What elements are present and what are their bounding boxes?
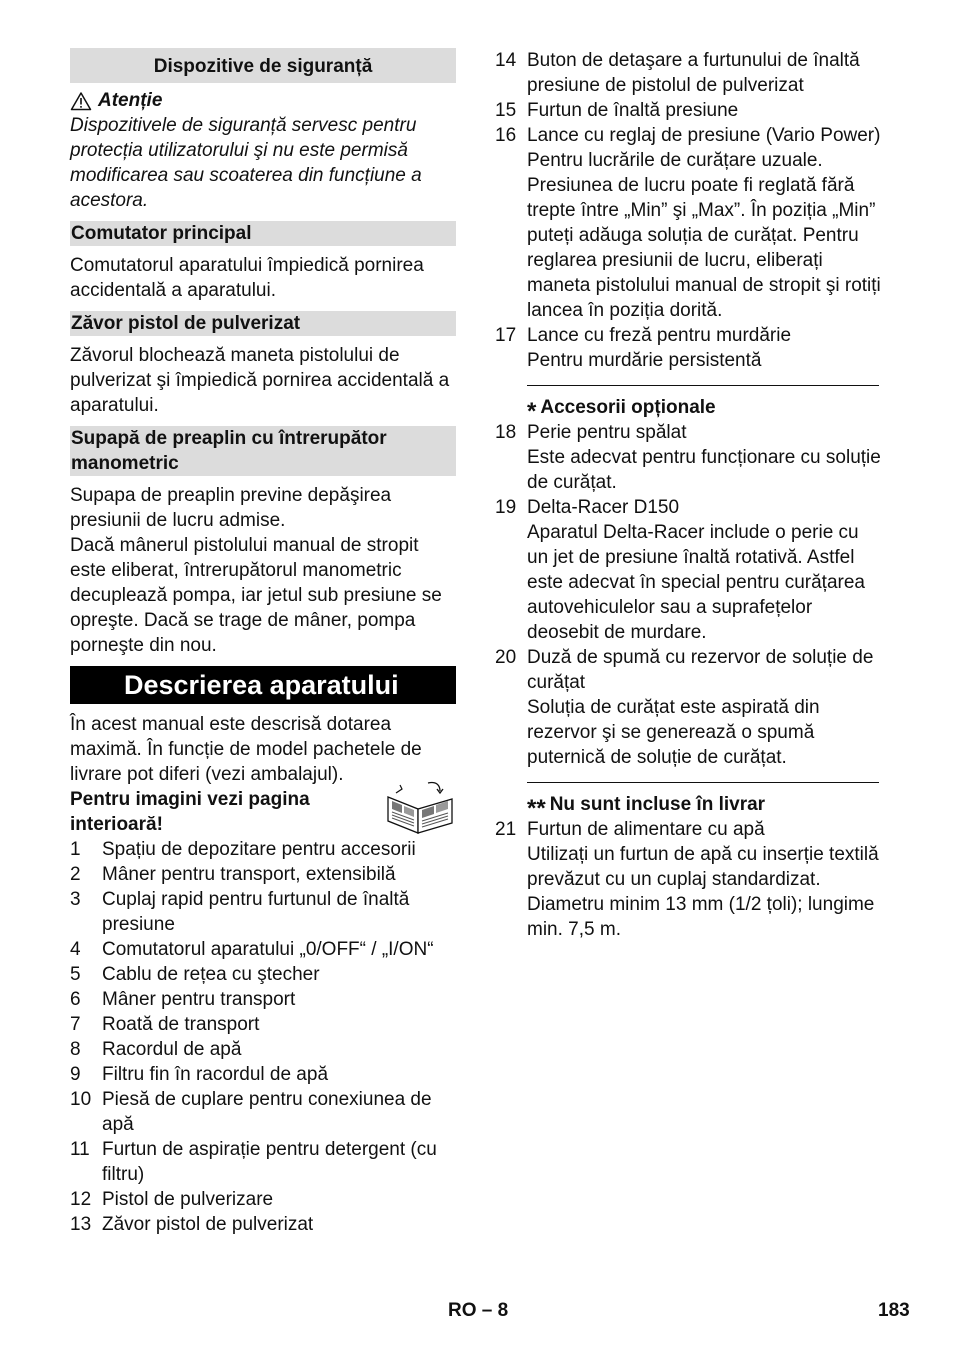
list-item-number: 15 [495,100,517,121]
list-item [70,1012,456,1037]
list-item-text: Zăvor pistol de pulverizat [102,1214,314,1235]
footer-section: RO – 8 [448,1300,509,1321]
warning-triangle-icon [70,91,92,111]
description-title: Descrierea aparatului [70,666,456,704]
optional-accessories-heading [495,395,885,425]
separator-line [527,782,879,783]
warning-text: Dispozitivele de siguranță servesc pentru protecția utilizatorului şi nu este permisă modificarea sau scoaterea din funcțiune a acestora. [70,115,422,211]
optional-accessories-list [495,420,885,770]
main-switch-heading: Comutator principal [70,221,456,246]
page-number: 183 [878,1300,910,1321]
list-item-number: 4 [70,939,81,960]
gun-lock-text: Zăvorul blochează maneta pistolului de pulverizat şi împiedică pornirea accidentală a aparatului. [70,345,450,416]
list-item [495,420,885,445]
list-item-number: 11 [70,1139,90,1160]
list-item-number: 8 [70,1039,81,1060]
list-item-number: 19 [495,497,517,518]
list-item [495,123,885,148]
list-item-text: Delta-Racer D150 [527,497,680,518]
list-item [70,1187,456,1212]
valve-text-1: Supapa de preaplin previne depăşirea presiunii de lucru admise. [70,485,392,531]
warning-title [70,88,456,113]
right-column [495,48,885,942]
list-item [70,887,456,937]
list-item-number [495,148,527,323]
safety-heading: Dispozitive de siguranță [70,48,456,83]
list-item [70,962,456,987]
list-item-text: Lance cu reglaj de presiune (Vario Power) [527,125,881,146]
list-item-number: 20 [495,647,517,668]
list-item-number [495,445,527,495]
list-item-text: Filtru fin în racordul de apă [102,1064,329,1085]
list-item [70,1137,456,1187]
list-item [495,48,885,98]
separator-line [527,385,879,386]
book-icon [382,779,458,835]
list-item [495,98,885,123]
list-item-text: Utilizați un furtun de apă cu inserție textilă prevăzut cu un cuplaj standardizat. Diametru minim 13 mm (1/2 țoli); lungime min. 7,5 m. [527,844,879,940]
list-item [495,323,885,348]
list-item-text: Piesă de cuplare pentru conexiunea de apă [102,1089,432,1135]
list-item [70,1037,456,1062]
description-text: În acest manual este descrisă dotarea maximă. În funcție de model pachetele de livrare pot diferi (vezi ambalajul). [70,714,422,785]
list-item-text: Mâner pentru transport, extensibilă [102,864,396,885]
list-item [495,445,885,495]
list-item-text: Cuplaj rapid pentru furtunul de înaltă presiune [102,889,410,935]
list-item-text: Buton de detaşare a furtunului de înaltă presiune de pistolul de pulverizat [527,50,860,96]
list-item-number: 21 [495,819,517,840]
list-item-text: Lance cu freză pentru murdărie [527,325,792,346]
list-item-number [495,348,527,373]
list-item-text: Cablu de rețea cu ştecher [102,964,320,985]
list-item [495,148,885,323]
not-included-heading-text: Nu sunt incluse în livrar [549,794,766,815]
list-item-number [495,695,527,770]
component-list-continued [495,48,885,373]
list-item-text: Mâner pentru transport [102,989,296,1010]
list-item-number: 1 [70,839,81,860]
list-item-text: Racordul de apă [102,1039,242,1060]
list-item-number: 16 [495,125,517,146]
list-item-number [495,842,527,942]
list-item-number: 5 [70,964,81,985]
list-item-text: Roată de transport [102,1014,260,1035]
list-item-number: 14 [495,50,517,71]
left-column [70,48,456,1237]
not-included-list [495,817,885,942]
list-item-text: Soluția de curățat este aspirată din rezervor şi se generează o spumă puternică de soluție de curățat. [527,697,820,768]
component-list [70,837,456,1237]
list-item [495,495,885,520]
main-switch-text: Comutatorul aparatului împiedică pornirea accidentală a aparatului. [70,255,424,301]
list-item [495,348,885,373]
image-reference [70,787,456,837]
list-item-text: Pentru murdărie persistentă [527,350,762,371]
double-asterisk-icon: ** [527,794,546,822]
optional-accessories-heading-text: Accesorii opționale [540,397,716,418]
list-item [70,937,456,962]
list-item-number: 10 [70,1089,92,1110]
list-item [495,817,885,842]
list-item-number: 12 [70,1189,92,1210]
list-item-text: Este adecvat pentru funcționare cu soluție de curățat. [527,447,881,493]
list-item [495,520,885,645]
list-item-text: Comutatorul aparatului „0/OFF“ / „I/ON“ [102,939,434,960]
list-item-text: Aparatul Delta-Racer include o perie cu un jet de presiune înaltă rotativă. Astfel este adecvat în special pentru curățarea autovehiculelor sau a suprafețelor deosebit de murdare. [527,522,865,643]
asterisk-icon: * [527,397,537,425]
image-reference-text: Pentru imagini vezi pagina interioară! [70,789,310,835]
list-item-number: 9 [70,1064,81,1085]
list-item [70,1212,456,1237]
list-item-text: Furtun de alimentare cu apă [527,819,765,840]
list-item-number [495,520,527,645]
list-item [70,987,456,1012]
list-item-number: 18 [495,422,517,443]
list-item-text: Pentru lucrările de curățare uzuale. Presiunea de lucru poate fi reglată fără trepte între „Min” şi „Max”. În poziția „Min” puteți adăuga soluția de curățat. Pentru reglarea presiunii de lucru, eliberați maneta pistolului manual de stropit şi rotiți lancea în poziția dorită. [527,150,881,321]
list-item-number: 17 [495,325,517,346]
not-included-heading [495,792,885,822]
list-item-text: Perie pentru spălat [527,422,687,443]
list-item [70,1062,456,1087]
gun-lock-heading: Zăvor pistol de pulverizat [70,311,456,336]
list-item-number: 2 [70,864,81,885]
list-item-text: Spațiu de depozitare pentru accesorii [102,839,416,860]
list-item [70,1087,456,1137]
list-item-text: Furtun de înaltă presiune [527,100,739,121]
list-item-number: 13 [70,1214,92,1235]
list-item-text: Duză de spumă cu rezervor de soluție de curățat [527,647,874,693]
list-item-number: 7 [70,1014,81,1035]
list-item [70,862,456,887]
list-item [70,837,456,862]
list-item [495,645,885,695]
list-item [495,695,885,770]
list-item-number: 6 [70,989,81,1010]
list-item [495,842,885,942]
list-item-text: Pistol de pulverizare [102,1189,274,1210]
valve-text-2: Dacă mânerul pistolului manual de stropit este eliberat, întrerupătorul manometric decuplează pompa, iar jetul sub presiune se opreşte. Dacă se trage de mâner, pompa porneşte din nou. [70,535,442,656]
warning-title-text: Atenție [98,90,163,111]
list-item-number: 3 [70,889,81,910]
valve-heading: Supapă de preaplin cu întrerupător manometric [70,426,456,476]
list-item-text: Furtun de aspirație pentru detergent (cu filtru) [102,1139,437,1185]
